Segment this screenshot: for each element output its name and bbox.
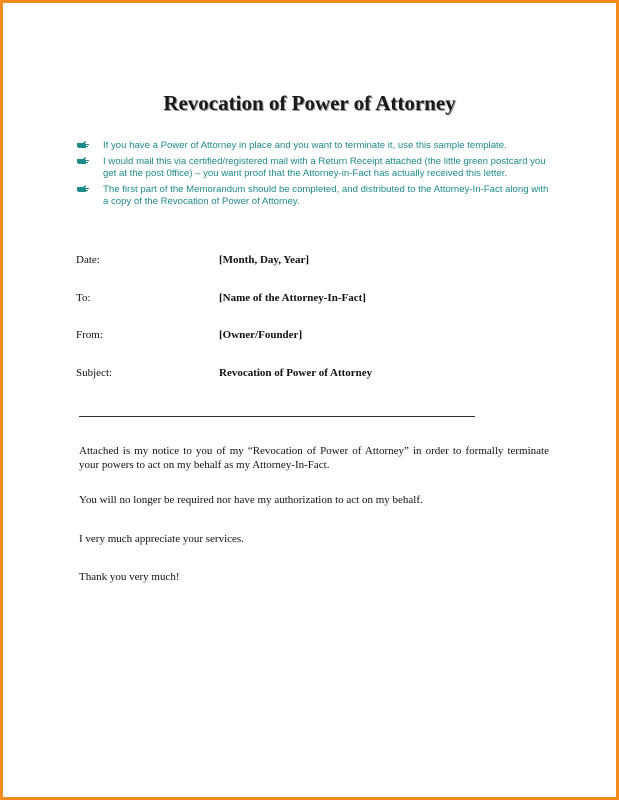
note-item <box>75 156 555 180</box>
note-item <box>75 140 555 152</box>
to-label: To: <box>76 292 91 304</box>
note-text: The first part of the Memorandum should be completed, and distributed to the Attorney-In-Fact along with a copy of the Revocation of Power of Attorney. <box>103 184 549 207</box>
divider-line <box>79 416 475 417</box>
from-value: [Owner/Founder] <box>219 329 303 341</box>
from-label: From: <box>76 329 103 341</box>
pointing-hand-icon <box>76 156 92 166</box>
instruction-notes <box>75 140 555 212</box>
subject-label: Subject: <box>76 367 113 379</box>
body-paragraph-notice: Attached is my notice to you of my “Revocation of Power of Attorney” in order to formally terminate your powers to act on my behalf as my Attorney-In-Fact. <box>79 445 549 471</box>
body-paragraph-authorization: You will no longer be required nor have my authorization to act on my behalf. <box>79 494 423 506</box>
note-item <box>75 184 555 208</box>
date-label: Date: <box>76 254 100 266</box>
note-text: If you have a Power of Attorney in place and you want to terminate it, use this sample template. <box>103 140 507 151</box>
pointing-hand-icon <box>76 140 92 150</box>
body-paragraph-appreciation: I very much appreciate your services. <box>79 533 244 545</box>
body-paragraph-thanks: Thank you very much! <box>79 571 180 583</box>
note-text: I would mail this via certified/registered mail with a Return Receipt attached (the little green postcard you get at the post 0ffice) – you want proof that the Attorney-in-Fact has actually received this letter. <box>103 156 546 179</box>
to-value: [Name of the Attorney-In-Fact] <box>219 292 366 304</box>
page-title: Revocation of Power of Attorney <box>163 91 456 115</box>
date-value: [Month, Day, Year] <box>219 254 310 266</box>
subject-value: Revocation of Power of Attorney <box>219 367 373 379</box>
pointing-hand-icon <box>76 184 92 194</box>
